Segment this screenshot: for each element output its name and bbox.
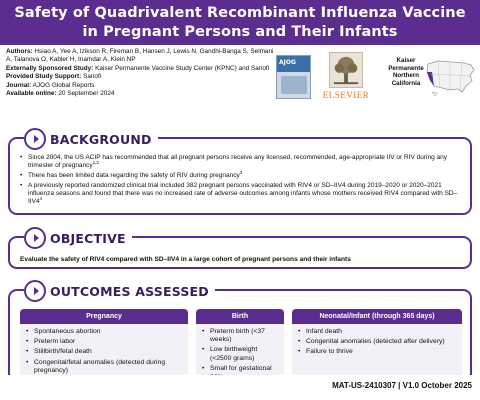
list-item: • Failure to thrive xyxy=(298,348,458,356)
list-item: • Since 2004, the US ACIP has recommended that all pregnant persons receive any licensed, recommended, age-appropriate IIV or RIV during any trimester of pregnancy$^{1,2}$ xyxy=(20,154,460,170)
elsevier-tree-icon xyxy=(329,52,363,88)
background-heading: BACKGROUND xyxy=(50,131,152,147)
play-arrow-icon xyxy=(24,280,46,302)
authors-text: Hsiao A, Yee A, Izikson R, Fireman B, Hansen J, Lewis N, Gandhi-Banga S, Selmani A, Talanova O, Kabler H, Inamdar A, Klein NP xyxy=(6,48,274,64)
list-item: • Preterm labor xyxy=(26,338,184,346)
outcomes-section xyxy=(8,283,472,389)
background-section xyxy=(8,131,472,215)
list-item: • Infant death xyxy=(298,328,458,336)
document-code: MAT-US-2410307 | V1.0 October 2025 xyxy=(332,381,472,390)
title-line-2: in Pregnant Persons and Their Infants xyxy=(82,24,398,40)
journal-line: Journal: AJOG Global Reports xyxy=(6,81,95,89)
sponsor-line: Externally Sponsored Study: Kaiser Permanente Vaccine Study Center (KPNC) and Sanofi xyxy=(6,64,270,72)
play-arrow-icon xyxy=(24,227,46,249)
pregnancy-column-title: Pregnancy xyxy=(20,309,188,324)
list-item: • Congenital anomalies (detected after delivery) xyxy=(298,338,458,346)
journal-cover-label: AJOG xyxy=(279,59,296,66)
list-item: • Congenital/fetal anomalies (detected during pregnancy) xyxy=(26,359,184,375)
study-metadata xyxy=(6,48,274,98)
elsevier-logo xyxy=(316,52,376,102)
footer xyxy=(0,375,480,400)
online-text: 20 September 2024 xyxy=(58,90,115,98)
kaiser-permanente-label: Kaiser Permanente Northern California xyxy=(388,57,424,87)
us-map-icon xyxy=(424,56,478,98)
title-banner xyxy=(0,0,480,45)
objective-heading: OBJECTIVE xyxy=(50,230,126,246)
list-item: • A previously reported randomized clinical trial included 382 pregnant persons vaccinated with RIV4 or SD–IIV4 during 2019–2020 or 2020–2021 influenza seasons and found that there was no increased rate of adverse outcomes among infants whose mothers received RIV4 compared with $SD-IIV4^4$ xyxy=(20,182,460,207)
play-arrow-icon xyxy=(24,128,46,150)
elsevier-wordmark: ELSEVIER xyxy=(322,90,370,100)
objective-text: Evaluate the safety of RIV4 compared with SD–IIV4 in a large cohort of pregnant persons and their infants xyxy=(20,256,351,263)
list-item: • Spontaneous abortion xyxy=(26,328,184,336)
list-item: • There has been limited data regarding the safety of RIV during pregnancy$^3$ xyxy=(20,172,460,180)
list-item: • Preterm birth (<37 weeks) xyxy=(202,328,280,344)
outcomes-header xyxy=(24,278,215,304)
authors-line: Authors: Hsiao A, Yee A, Izikson R, Fireman B, Hansen J, Lewis N, Gandhi-Banga S, Selmani A, Talanova O, Kabler H, Inamdar A, Klein NP xyxy=(6,48,274,64)
birth-column-title: Birth xyxy=(196,309,284,324)
objective-header xyxy=(24,225,132,251)
online-line: Available online: 20 September 2024 xyxy=(6,90,115,98)
title-line-1: Safety of Quadrivalent Recombinant Influenza Vaccine xyxy=(14,5,466,21)
sponsor-text: Kaiser Permanente Vaccine Study Center (KPNC) and Sanofi xyxy=(95,64,270,72)
journal-cover-image xyxy=(276,55,311,99)
background-bullets xyxy=(20,154,460,208)
outcomes-heading: OUTCOMES ASSESSED xyxy=(50,283,209,299)
objective-section xyxy=(8,230,472,269)
neonatal-column-title: Neonatal/Infant (through 365 days) xyxy=(292,309,462,324)
background-header xyxy=(24,126,158,152)
list-item: • Low birthweight (<2500 grams) xyxy=(202,346,280,362)
support-text: Sanofi xyxy=(83,73,102,81)
list-item: • Small for gestational xyxy=(202,365,280,381)
list-item: • Stillbirth/fetal death xyxy=(26,348,184,356)
support-line: Provided Study Support: Sanofi xyxy=(6,73,102,81)
journal-text: AJOG Global Reports xyxy=(32,81,95,89)
